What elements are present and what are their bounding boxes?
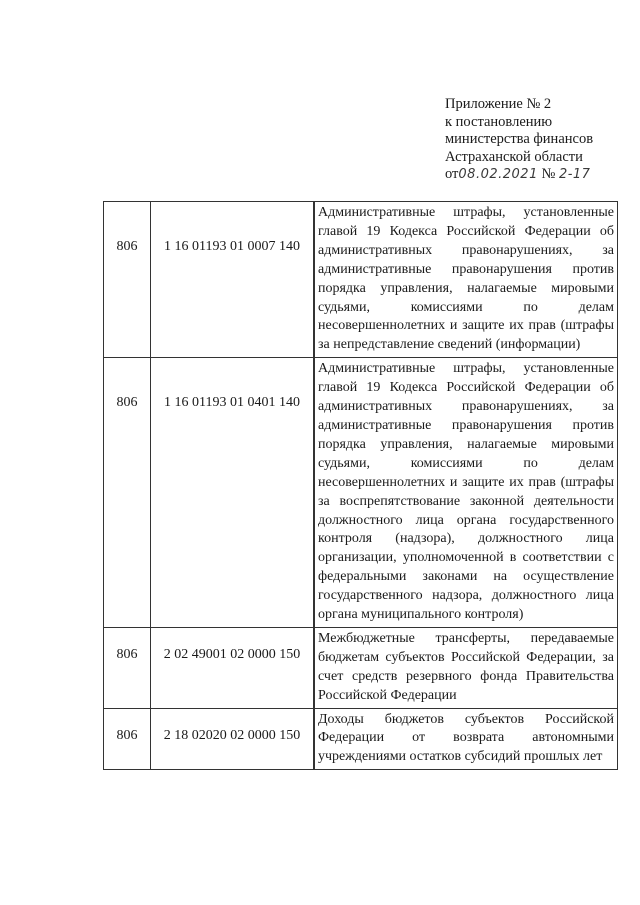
appendix-line-decree: к постановлению — [445, 113, 553, 130]
handwritten-date: 08.02.2021 — [458, 167, 538, 182]
revenue-name-cell: Административные штрафы, установленные главой 19 Кодекса Российской Федерации об административных правонарушениях, за административные правонарушения против порядка управления, налагаемые мировыми судьями, комиссиями по делам несовершеннолетних и защите их прав (штрафы за воспрепятствование законной деятельности должностного лица органа государственного контроля (надзора), должностного лица организации, уполномоченной в соответствии с федеральными законами на осуществление государственного надзора, должностного лица органа муниципального контроля) — [314, 358, 618, 628]
budget-code-cell: 2 02 49001 02 0000 150 — [151, 627, 315, 708]
table-row — [104, 202, 618, 358]
appendix-title: Приложение № 2 — [445, 96, 552, 112]
number-prefix: № — [541, 166, 556, 182]
handwritten-number: 2-17 — [558, 167, 591, 182]
revenue-name-cell: Административные штрафы, установленные главой 19 Кодекса Российской Федерации об административных правонарушениях, за административные правонарушения против порядка управления, налагаемые мировыми судьями, комиссиями по делам несовершеннолетних и защите их прав (штрафы за непредставление сведений (информации) — [314, 202, 618, 358]
date-prefix: от — [445, 166, 459, 182]
appendix-date-line — [445, 166, 630, 184]
revenue-name-cell: Межбюджетные трансферты, передаваемые бюджетам субъектов Российской Федерации, за счет средств резервного фонда Правительства Российской Федерации — [314, 627, 618, 708]
table-row — [104, 358, 618, 628]
admin-code-cell: 806 — [104, 708, 151, 770]
budget-code-cell: 1 16 01193 01 0401 140 — [151, 358, 315, 628]
budget-code-cell: 2 18 02020 02 0000 150 — [151, 708, 315, 770]
admin-code-cell: 806 — [104, 202, 151, 358]
admin-code-cell: 806 — [104, 358, 151, 628]
appendix-header — [445, 96, 630, 184]
budget-code-cell: 1 16 01193 01 0007 140 — [151, 202, 315, 358]
revenue-codes-table — [103, 201, 618, 770]
table-row — [104, 627, 618, 708]
appendix-line-ministry: министерства финансов — [445, 131, 594, 147]
revenue-name-cell: Доходы бюджетов субъектов Российской Федерации от возврата автономными учреждениями остатков субсидий прошлых лет — [314, 708, 618, 770]
admin-code-cell: 806 — [104, 627, 151, 708]
appendix-line-region: Астраханской области — [445, 148, 583, 165]
table-row — [104, 708, 618, 770]
